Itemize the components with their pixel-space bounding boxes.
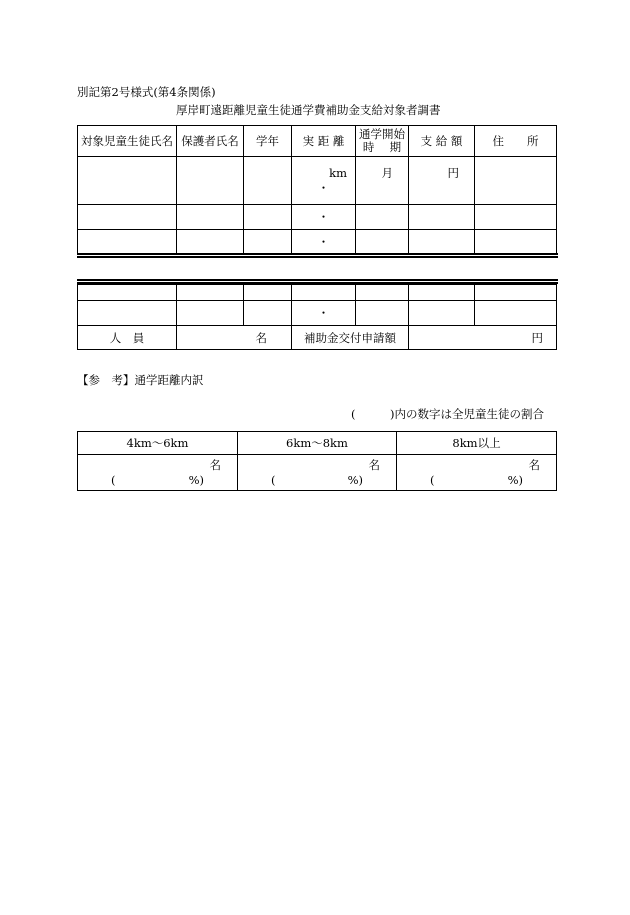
cell-guardian-name[interactable] bbox=[177, 157, 244, 205]
cell-address[interactable] bbox=[475, 230, 557, 255]
break-line-bottom bbox=[77, 279, 558, 281]
cell-guardian-name[interactable] bbox=[177, 285, 244, 301]
header-start-period-line2: 時 期 bbox=[362, 140, 402, 154]
paren-open: ( bbox=[111, 473, 116, 487]
paren-open: ( bbox=[271, 473, 276, 487]
paren-close-percent: %) bbox=[347, 473, 363, 487]
cell-distance[interactable] bbox=[292, 285, 356, 301]
reference-col-4-6km: 4km〜6km bbox=[78, 432, 238, 455]
cell-distance[interactable] bbox=[292, 205, 356, 230]
reference-table bbox=[77, 431, 557, 491]
cell-student-name[interactable] bbox=[78, 230, 177, 255]
unit-yen: 円 bbox=[531, 331, 543, 345]
cell-student-name[interactable] bbox=[78, 301, 177, 326]
footer-amount-label: 補助金交付申請額 bbox=[292, 326, 409, 350]
cell-guardian-name[interactable] bbox=[177, 205, 244, 230]
cell-student-name[interactable] bbox=[78, 157, 177, 205]
cell-grade[interactable] bbox=[244, 230, 292, 255]
cell-grade[interactable] bbox=[244, 301, 292, 326]
reference-col-6-8km: 6km〜8km bbox=[238, 432, 397, 455]
cell-distance[interactable] bbox=[292, 301, 356, 326]
cell-student-name[interactable] bbox=[78, 205, 177, 230]
header-student-name: 対象児童生徒氏名 bbox=[78, 126, 177, 157]
cell-start-period[interactable] bbox=[356, 285, 409, 301]
form-reference: 別記第2号様式(第4条関係) bbox=[77, 85, 216, 99]
footer-amount-value[interactable] bbox=[409, 326, 557, 350]
footer-people-value[interactable] bbox=[177, 326, 292, 350]
cell-address[interactable] bbox=[475, 301, 557, 326]
table-row bbox=[78, 301, 557, 326]
cell-start-period[interactable] bbox=[356, 205, 409, 230]
unit-people: 名 bbox=[209, 458, 221, 472]
header-start-period bbox=[356, 126, 409, 157]
cell-amount[interactable] bbox=[409, 205, 475, 230]
unit-yen: 円 bbox=[447, 166, 459, 180]
cell-distance[interactable] bbox=[292, 230, 356, 255]
cell-guardian-name[interactable] bbox=[177, 230, 244, 255]
cell-grade[interactable] bbox=[244, 205, 292, 230]
cell-guardian-name[interactable] bbox=[177, 301, 244, 326]
table-row bbox=[78, 205, 557, 230]
header-guardian-name: 保護者氏名 bbox=[177, 126, 244, 157]
cell-start-period[interactable] bbox=[356, 157, 409, 205]
reference-cell-8km-plus[interactable] bbox=[397, 455, 557, 491]
reference-note: ( )内の数字は全児童生徒の割合 bbox=[351, 407, 544, 421]
table-row bbox=[78, 285, 557, 301]
reference-col-8km-plus: 8km以上 bbox=[397, 432, 557, 455]
decimal-dot: ・ bbox=[317, 235, 330, 249]
cell-start-period[interactable] bbox=[356, 230, 409, 255]
table-row bbox=[78, 230, 557, 255]
reference-value-row bbox=[78, 455, 557, 491]
break-line-top-second bbox=[77, 256, 558, 258]
main-table-upper bbox=[77, 125, 557, 255]
cell-distance[interactable] bbox=[292, 157, 356, 205]
reference-heading: 【参 考】通学距離内訳 bbox=[77, 373, 204, 387]
decimal-dot: ・ bbox=[317, 210, 330, 224]
table-footer-row bbox=[78, 326, 557, 350]
document-title: 厚岸町遠距離児童生徒通学費補助金支給対象者調書 bbox=[176, 103, 441, 117]
cell-amount[interactable] bbox=[409, 301, 475, 326]
cell-start-period[interactable] bbox=[356, 301, 409, 326]
unit-people: 名 bbox=[528, 458, 540, 472]
unit-people: 名 bbox=[255, 331, 267, 345]
decimal-dot: ・ bbox=[317, 181, 330, 195]
cell-amount[interactable] bbox=[409, 230, 475, 255]
break-line-top bbox=[77, 253, 558, 255]
cell-student-name[interactable] bbox=[78, 285, 177, 301]
cell-address[interactable] bbox=[475, 157, 557, 205]
paren-open: ( bbox=[430, 473, 435, 487]
cell-address[interactable] bbox=[475, 285, 557, 301]
reference-cell-6-8km[interactable] bbox=[238, 455, 397, 491]
cell-amount[interactable] bbox=[409, 285, 475, 301]
header-grade: 学年 bbox=[244, 126, 292, 157]
unit-people: 名 bbox=[368, 458, 380, 472]
main-table-lower bbox=[77, 284, 557, 350]
reference-cell-4-6km[interactable] bbox=[78, 455, 238, 491]
decimal-dot: ・ bbox=[317, 306, 330, 320]
cell-grade[interactable] bbox=[244, 285, 292, 301]
reference-header-row bbox=[78, 432, 557, 455]
cell-address[interactable] bbox=[475, 205, 557, 230]
header-distance: 実 距 離 bbox=[292, 126, 356, 157]
header-start-period-line1: 通学開始 bbox=[359, 127, 405, 141]
unit-month: 月 bbox=[381, 166, 393, 180]
header-amount: 支 給 額 bbox=[409, 126, 475, 157]
header-address: 住 所 bbox=[475, 126, 557, 157]
unit-km: km bbox=[329, 166, 347, 180]
table-row bbox=[78, 157, 557, 205]
footer-people-label: 人 員 bbox=[78, 326, 177, 350]
cell-grade[interactable] bbox=[244, 157, 292, 205]
paren-close-percent: %) bbox=[507, 473, 523, 487]
paren-close-percent: %) bbox=[188, 473, 204, 487]
cell-amount[interactable] bbox=[409, 157, 475, 205]
table-header-row bbox=[78, 126, 557, 157]
